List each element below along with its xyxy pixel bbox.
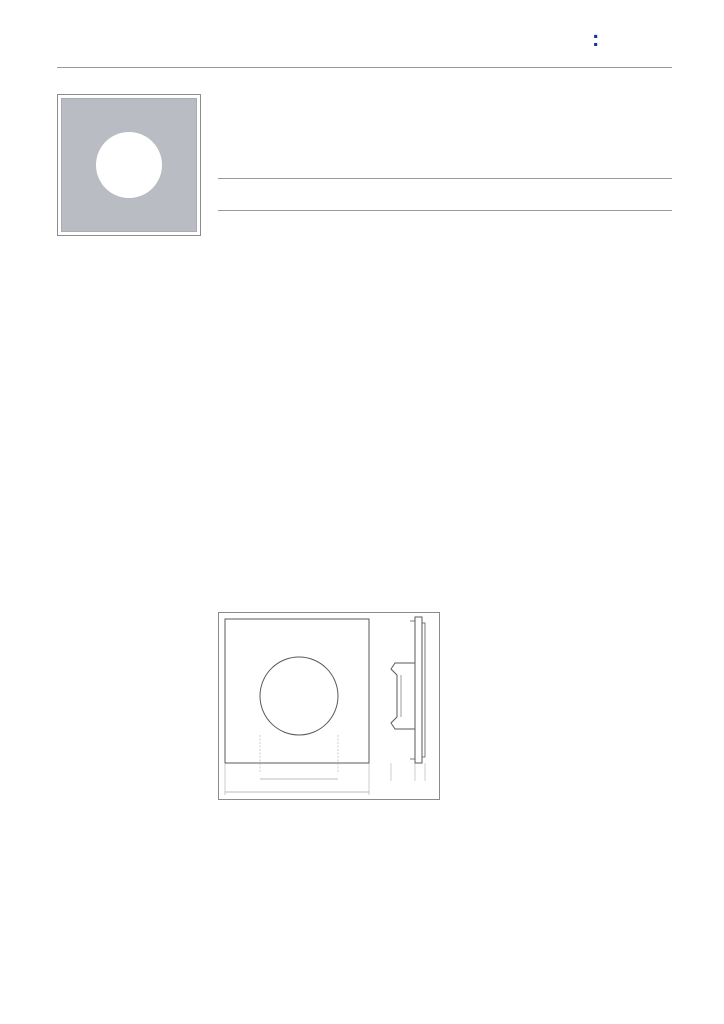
hager-logo: : <box>592 26 600 51</box>
suitable-group <box>218 166 672 179</box>
technical-drawing <box>218 612 440 800</box>
thumbnail-hole <box>96 132 162 198</box>
side-plate-outline <box>415 617 422 763</box>
front-plate-outline <box>225 619 369 763</box>
header-divider <box>57 67 672 68</box>
durability-title <box>218 198 672 211</box>
tech-heading <box>218 131 672 143</box>
suitable-title <box>218 166 672 179</box>
thumbnail-plate <box>61 98 197 232</box>
front-hole-outline <box>260 657 338 735</box>
side-insert-outline <box>391 663 415 729</box>
product-thumbnail <box>57 94 201 236</box>
product-description <box>218 96 672 108</box>
spec-content <box>218 96 672 243</box>
drawing-svg <box>219 613 439 799</box>
durability-group <box>218 198 672 211</box>
drawings-heading <box>218 231 672 243</box>
